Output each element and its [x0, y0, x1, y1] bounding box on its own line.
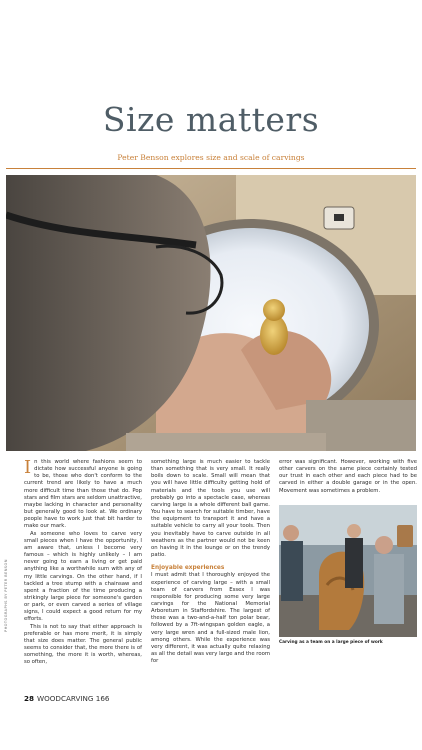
subtitle-rule	[6, 168, 416, 169]
hero-photo-magnifier-carving	[6, 175, 416, 451]
col1-paragraph-2: As someone who loves to carve very small pieces when I have the opportunity, I am aware that, unless I become very famous – which is highly unlikely – I am never going to earn a living or get paid anything like a worthwhile sum with any of my little carvings. On the other hand, if I tackled a tree stump with a chainsaw and spent a fraction of the time producing a strikingly large piece for someone's garden or park, or even carved a series of village signs, I could expect a good return for my efforts.	[24, 530, 142, 623]
section-subhead: Enjoyable experiences	[151, 565, 225, 572]
photo-caption: Carving as a team on a large piece of work	[279, 640, 383, 645]
page-footer	[24, 694, 110, 703]
photo-credit: PHOTOGRAPHS BY PETER BENSON	[4, 559, 8, 632]
drop-cap: I	[24, 457, 32, 478]
team-carving-photo	[279, 505, 417, 637]
col2-paragraph-2: I must admit that I thoroughly enjoyed the experience of carving large – with a small team of carvers from Essex I was responsible for producing some very large carvings for the National Memorial Arboretum in Staffordshire. The largest of these was a two-and-a-half ton polar bear, followed by a 7ft-wingspan golden eagle, a very large wren and a full-sized male lion, among others. While the experience was very different, it was actually quite relaxing as all the detail was very large and the room for	[151, 572, 270, 665]
body-column-2	[151, 459, 270, 665]
magazine-issue: WOODCARVING 166	[37, 694, 110, 703]
body-column-1	[24, 459, 142, 667]
col1-paragraph-1: n this world where fashions seem to dictate how successful anyone is going to be, those who don't conform to the current trend are likely to have a much more difficult time than those that do. Pop stars and film stars are seldom unattractive, maybe lacking in character and personality but generally good to look at. We ordinary people have to work just that bit harder to make our mark.	[24, 459, 142, 530]
body-column-3	[279, 459, 417, 495]
col2-paragraph-1: something large is much easier to tackle than something that is very small. It really boils down to scale. Small will mean that you will have little difficulty getting hold of materials and the tools you use will probably go into a spectacle case, whereas carving large is a whole different ball game. You have to search for suitable timber, have the equipment to transport it and have a suitable vehicle to carry all your tools. Then you inevitably have to carve outside in all weathers as the partner would not be keen on having it in the lounge or on the trendy patio.	[151, 459, 270, 559]
col1-paragraph-3: This is not to say that either approach is preferable or has more merit, it is simply that size does matter. The general public seems to consider that, the more there is of something, the more it is worth, whereas, so often,	[24, 623, 142, 666]
article-title: Size matters	[102, 100, 320, 139]
col3-paragraph-1: error was significant. However, working with five other carvers on the same piece certainly tested our trust in each other and each piece had to be carved in either a double garage or in the open. Movement was sometimes a problem.	[279, 459, 417, 494]
page-number: 28	[24, 694, 35, 703]
article-subtitle: Peter Benson explores size and scale of carvings	[117, 153, 305, 162]
